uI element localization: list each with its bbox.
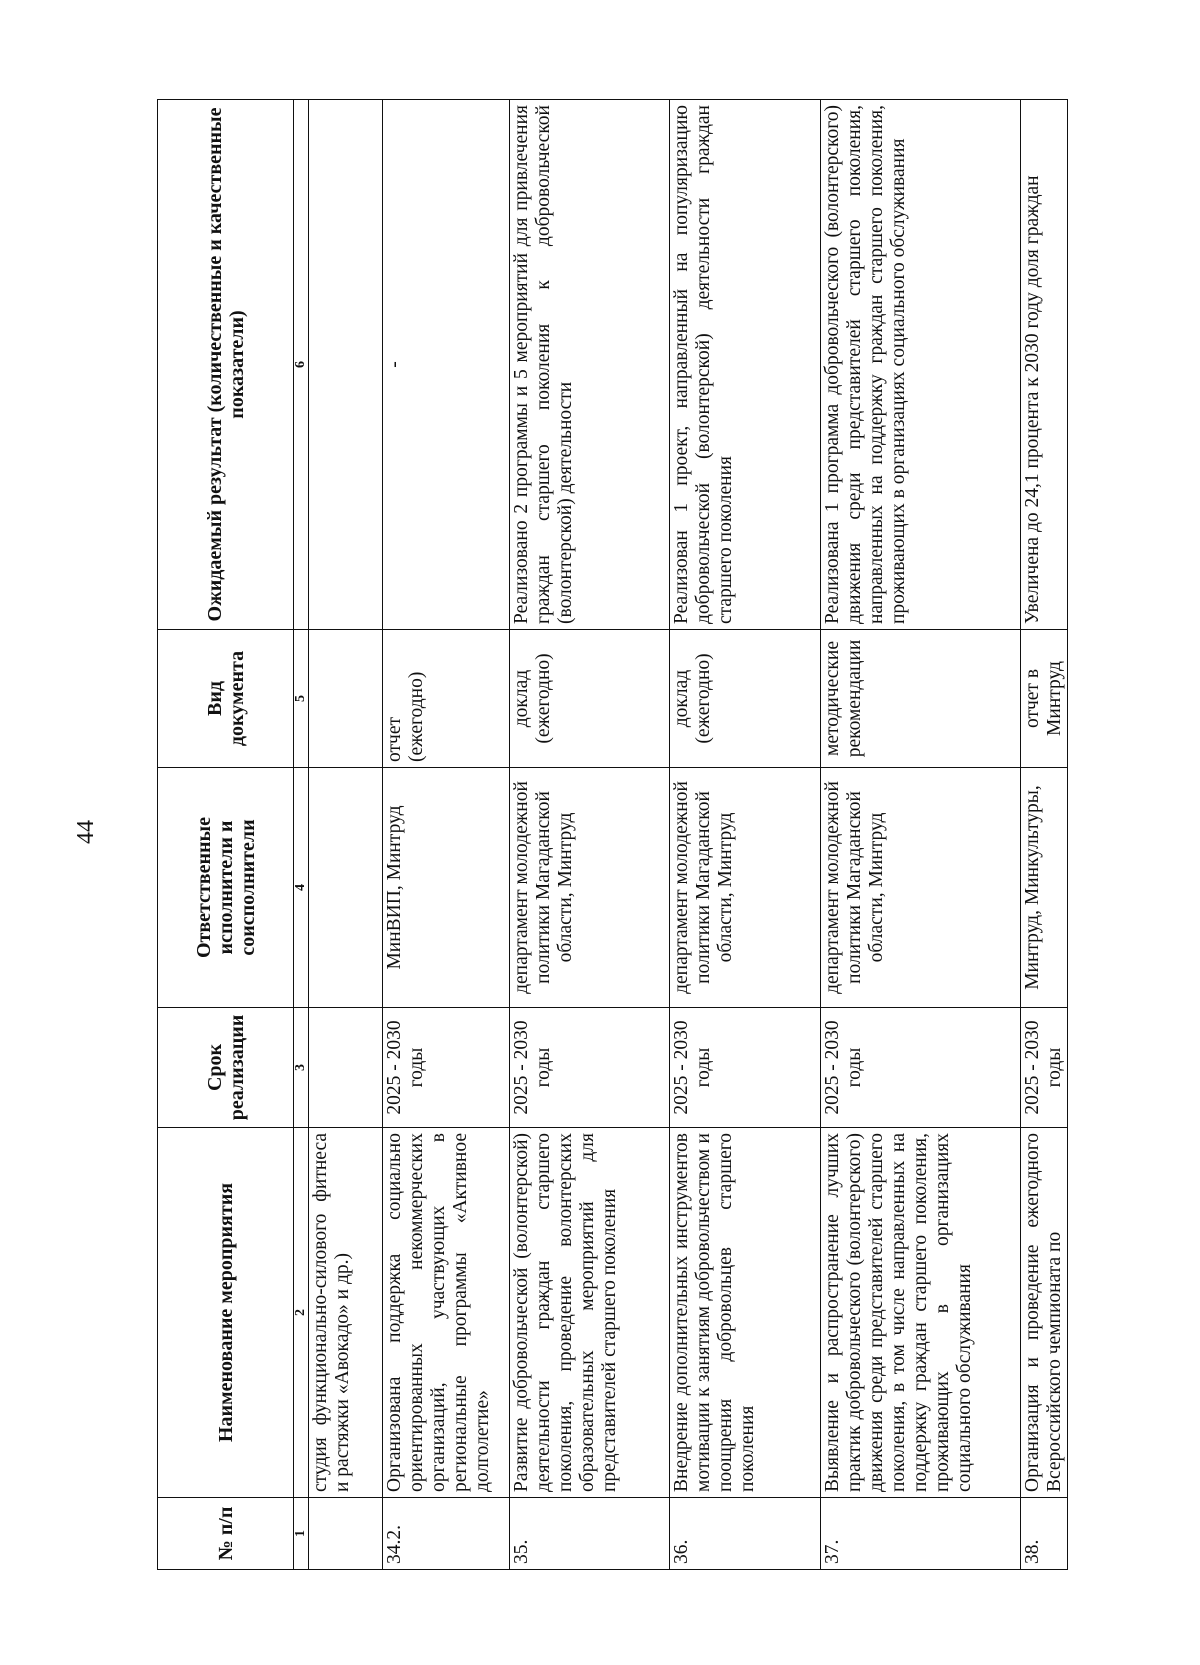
row-number: 38. (1021, 1498, 1068, 1570)
row-executors: департамент молодежной политики Магаданской области, Минтруд (670, 768, 821, 1008)
row-executors: МинВИП, Минтруд (383, 768, 510, 1008)
header-event-name: Наименование мероприятия (158, 1128, 294, 1498)
row-event-name: Внедрение дополнительных инструментов мотивации к занятиям добровольчеством и поощрения добровольцев старшего поколения (670, 1128, 821, 1498)
row-event-name: Выявление и распространение лучших практик добровольческого (волонтерского) движения среди представителей старшего поколения, в том числе направленных на поддержку граждан старшего поколения, проживающих в организациях социального обслуживания (821, 1128, 1021, 1498)
row-term (309, 1008, 383, 1128)
column-numbers-row (294, 100, 309, 1570)
row-document-type: доклад (ежегодно) (510, 630, 670, 768)
rotated-table-container (157, 100, 1065, 1570)
table-row (821, 100, 1021, 1570)
row-term: 2025 - 2030 годы (383, 1008, 510, 1128)
row-expected-result: - (383, 100, 510, 630)
row-document-type (309, 630, 383, 768)
header-number: № п/п (158, 1498, 294, 1570)
row-number: 37. (821, 1498, 1021, 1570)
row-event-name: студия функционально-силового фитнеса и растяжки «Авокадо» и др.) (309, 1128, 383, 1498)
row-number: 34.2. (383, 1498, 510, 1570)
row-term: 2025 - 2030 годы (821, 1008, 1021, 1128)
row-expected-result (309, 100, 383, 630)
row-document-type: отчет в Минтруд (1021, 630, 1068, 768)
row-number: 36. (670, 1498, 821, 1570)
row-event-name: Организация и проведение ежегодного Всероссийского чемпионата по (1021, 1128, 1068, 1498)
column-number: 5 (294, 630, 309, 768)
row-expected-result: Увеличена до 24,1 процента к 2030 году доля граждан (1021, 100, 1068, 630)
row-term: 2025 - 2030 годы (670, 1008, 821, 1128)
column-number: 2 (294, 1128, 309, 1498)
row-number: 35. (510, 1498, 670, 1570)
column-number: 1 (294, 1498, 309, 1570)
table-row (383, 100, 510, 1570)
table-row (1021, 100, 1068, 1570)
row-document-type: методические рекомендации (821, 630, 1021, 768)
row-executors: департамент молодежной политики Магаданской области, Минтруд (821, 768, 1021, 1008)
row-document-type: отчет (ежегодно) (383, 630, 510, 768)
row-executors: Минтруд, Минкультуры, (1021, 768, 1068, 1008)
row-term: 2025 - 2030 годы (1021, 1008, 1068, 1128)
row-executors: департамент молодежной политики Магаданской области, Минтруд (510, 768, 670, 1008)
column-number: 4 (294, 768, 309, 1008)
row-term: 2025 - 2030 годы (510, 1008, 670, 1128)
header-expected-result: Ожидаемый результат (количественные и качественные показатели) (158, 100, 294, 630)
row-executors (309, 768, 383, 1008)
header-term: Срок реализации (158, 1008, 294, 1128)
table-header-row (158, 100, 294, 1570)
row-expected-result: Реализован 1 проект, направленный на популяризацию добровольческой (волонтерской) деятельности граждан старшего поколения (670, 100, 821, 630)
header-executors: Ответственные исполнители и соисполнители (158, 768, 294, 1008)
row-number (309, 1498, 383, 1570)
events-table (157, 99, 1068, 1570)
row-expected-result: Реализовано 2 программы и 5 мероприятий для привлечения граждан старшего поколения к добровольческой (волонтерской) деятельности (510, 100, 670, 630)
column-number: 3 (294, 1008, 309, 1128)
table-row (670, 100, 821, 1570)
table-row (309, 100, 383, 1570)
page-number: 44 (73, 820, 99, 844)
row-expected-result: Реализована 1 программа добровольческого (волонтерского) движения среди представителей старшего поколения, направленных на поддержку граждан старшего поколения, проживающих в организациях социального обслуживания (821, 100, 1021, 630)
row-event-name: Организована поддержка социально ориентированных некоммерческих организаций, участвующих в региональные программы «Активное долголетие» (383, 1128, 510, 1498)
column-number: 6 (294, 100, 309, 630)
row-event-name: Развитие добровольческой (волонтерской) деятельности граждан старшего поколения, проведение волонтерских образовательных мероприятий для представителей старшего поколения (510, 1128, 670, 1498)
header-document-type: Вид документа (158, 630, 294, 768)
row-document-type: доклад (ежегодно) (670, 630, 821, 768)
table-row (510, 100, 670, 1570)
